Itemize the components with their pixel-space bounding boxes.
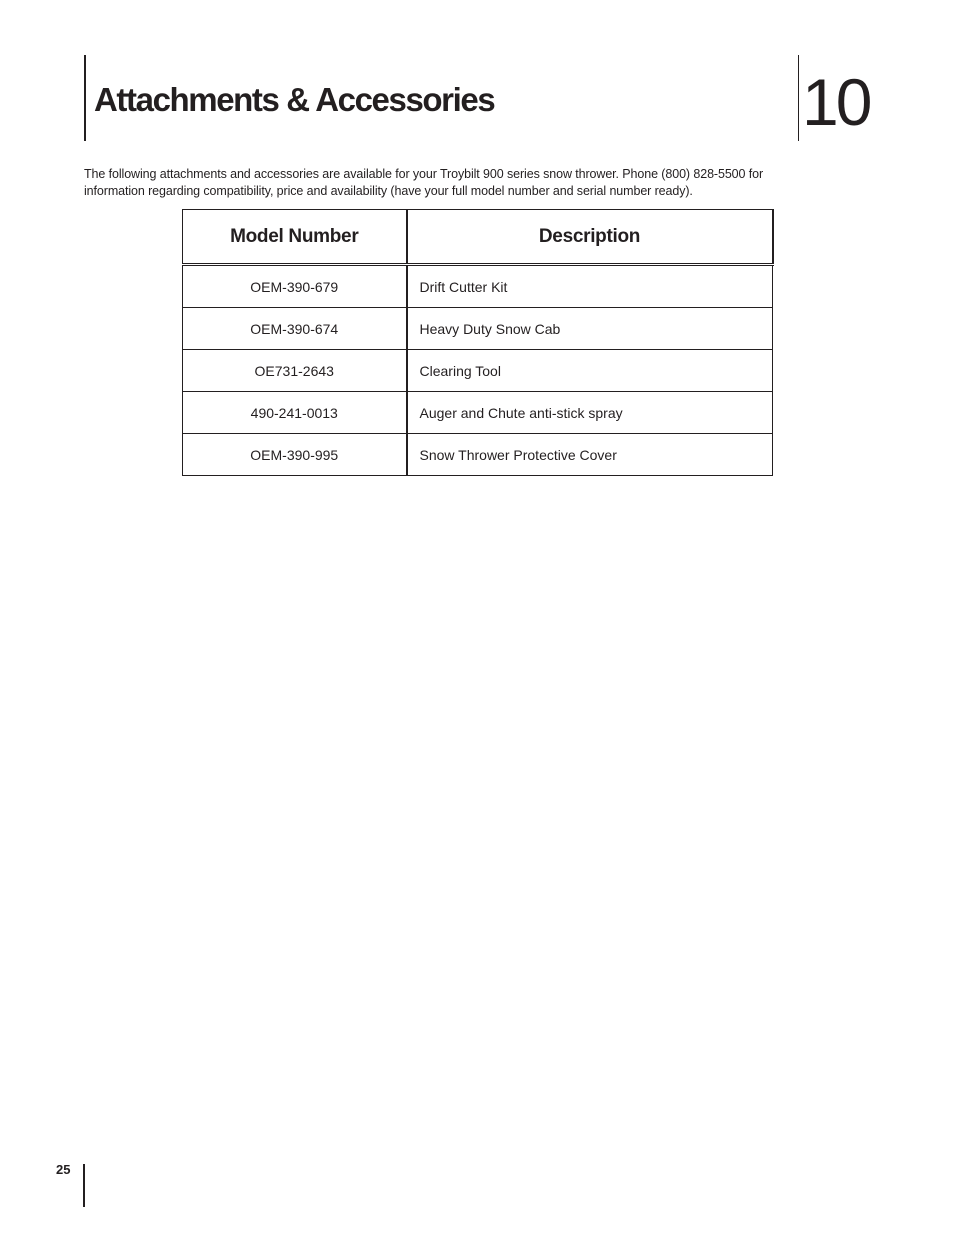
model-number-cell: OE731-2643 bbox=[183, 350, 407, 392]
model-number-cell: OEM-390-995 bbox=[183, 434, 407, 476]
description-cell: Heavy Duty Snow Cab bbox=[407, 308, 773, 350]
model-number-cell: OEM-390-674 bbox=[183, 308, 407, 350]
column-header-model-number: Model Number bbox=[183, 210, 407, 265]
table-header-row bbox=[183, 210, 773, 265]
description-cell: Auger and Chute anti-stick spray bbox=[407, 392, 773, 434]
table-row bbox=[183, 392, 773, 434]
page-number: 25 bbox=[56, 1162, 71, 1177]
model-number-cell: OEM-390-679 bbox=[183, 265, 407, 308]
description-cell: Drift Cutter Kit bbox=[407, 265, 773, 308]
table-row bbox=[183, 308, 773, 350]
intro-paragraph: The following attachments and accessories are available for your Troybilt 900 series snow thrower. Phone (800) 828-5500 for information regarding compatibility, price and availability (have your full model number and serial number ready). bbox=[84, 167, 764, 198]
accessories-table bbox=[182, 209, 774, 476]
model-number-cell: 490-241-0013 bbox=[183, 392, 407, 434]
footer-rule bbox=[83, 1164, 85, 1207]
table-row bbox=[183, 434, 773, 476]
table-row bbox=[183, 265, 773, 308]
page-title: Attachments & Accessories bbox=[94, 81, 495, 118]
description-cell: Snow Thrower Protective Cover bbox=[407, 434, 773, 476]
header-rule-right bbox=[798, 55, 799, 141]
header-rule-left bbox=[84, 55, 86, 141]
column-header-description: Description bbox=[407, 210, 773, 265]
description-cell: Clearing Tool bbox=[407, 350, 773, 392]
chapter-number: 10 bbox=[802, 65, 870, 139]
table-row bbox=[183, 350, 773, 392]
